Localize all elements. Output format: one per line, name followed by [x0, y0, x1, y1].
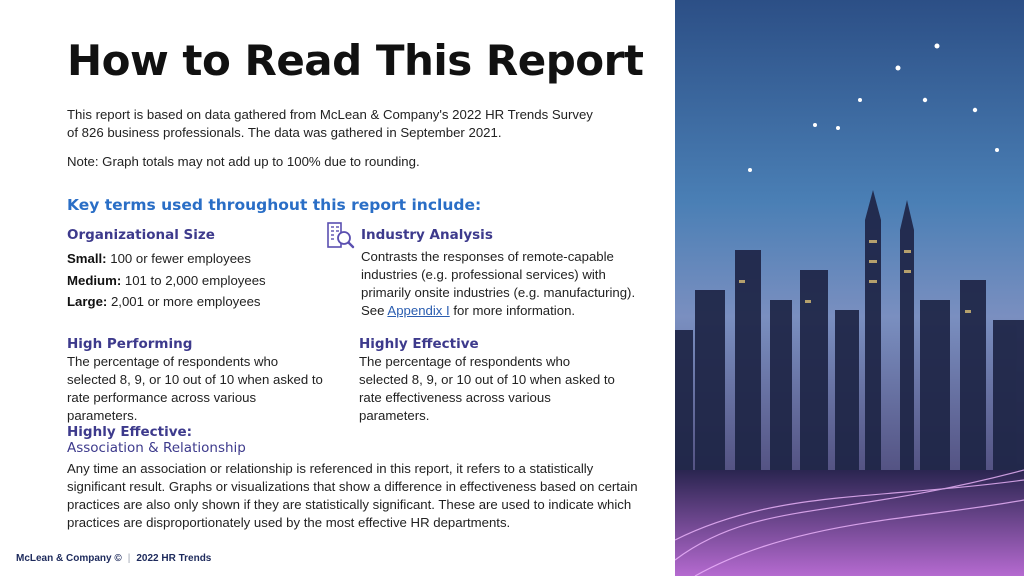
highly-effective-body: The percentage of respondents who selected 8, 9, or 10 out of 10 when asked to rate effectiveness across various parameters. — [359, 354, 615, 423]
org-size-medium: Medium: 101 to 2,000 employees — [67, 272, 266, 288]
footer-report: 2022 HR Trends — [136, 553, 212, 564]
rounding-note: Note: Graph totals may not add up to 100% due to rounding. — [67, 154, 420, 169]
intro-paragraph: This report is based on data gathered from McLean & Company's 2022 HR Trends Survey of 826 business professionals. The data was gathered in September 2021. — [67, 107, 593, 140]
high-performing-body: The percentage of respondents who selected 8, 9, or 10 out of 10 when asked to rate performance across various parameters. — [67, 354, 323, 423]
association-subheading: Association & Relationship — [67, 440, 246, 456]
building-magnifier-icon — [325, 220, 355, 250]
industry-analysis-heading: Industry Analysis — [361, 227, 493, 243]
association-heading: Highly Effective: — [67, 424, 193, 440]
footer — [16, 553, 211, 564]
org-size-small: Small: 100 or fewer employees — [67, 251, 251, 266]
industry-analysis-body: Contrasts the responses of remote-capable industries (e.g. professional services) with primarily onsite industries (e.g. manufacturing). See Appendix I for more information. — [361, 249, 636, 318]
key-terms-heading: Key terms used throughout this report include: — [67, 196, 482, 214]
city-skyline-illustration — [675, 0, 1024, 576]
page-title: How to Read This Report — [67, 36, 644, 85]
footer-separator: | — [127, 553, 131, 564]
high-performing-heading: High Performing — [67, 336, 193, 352]
association-body: Any time an association or relationship is referenced in this report, it refers to a statistically significant result. Graphs or visualizations that show a difference in effectiveness based on certain practices are also only shown if they are statistically significant. These are used to indicate which practices are disproportionately used by the most effective HR departments. — [67, 461, 638, 530]
org-size-list — [67, 248, 317, 313]
highly-effective-heading: Highly Effective — [359, 336, 479, 352]
footer-company: McLean & Company © — [16, 553, 122, 564]
org-size-large: Large: 2,001 or more employees — [67, 294, 261, 309]
appendix-link[interactable]: Appendix I — [387, 303, 450, 318]
city-skyline-image — [675, 0, 1024, 576]
org-size-heading: Organizational Size — [67, 227, 215, 243]
